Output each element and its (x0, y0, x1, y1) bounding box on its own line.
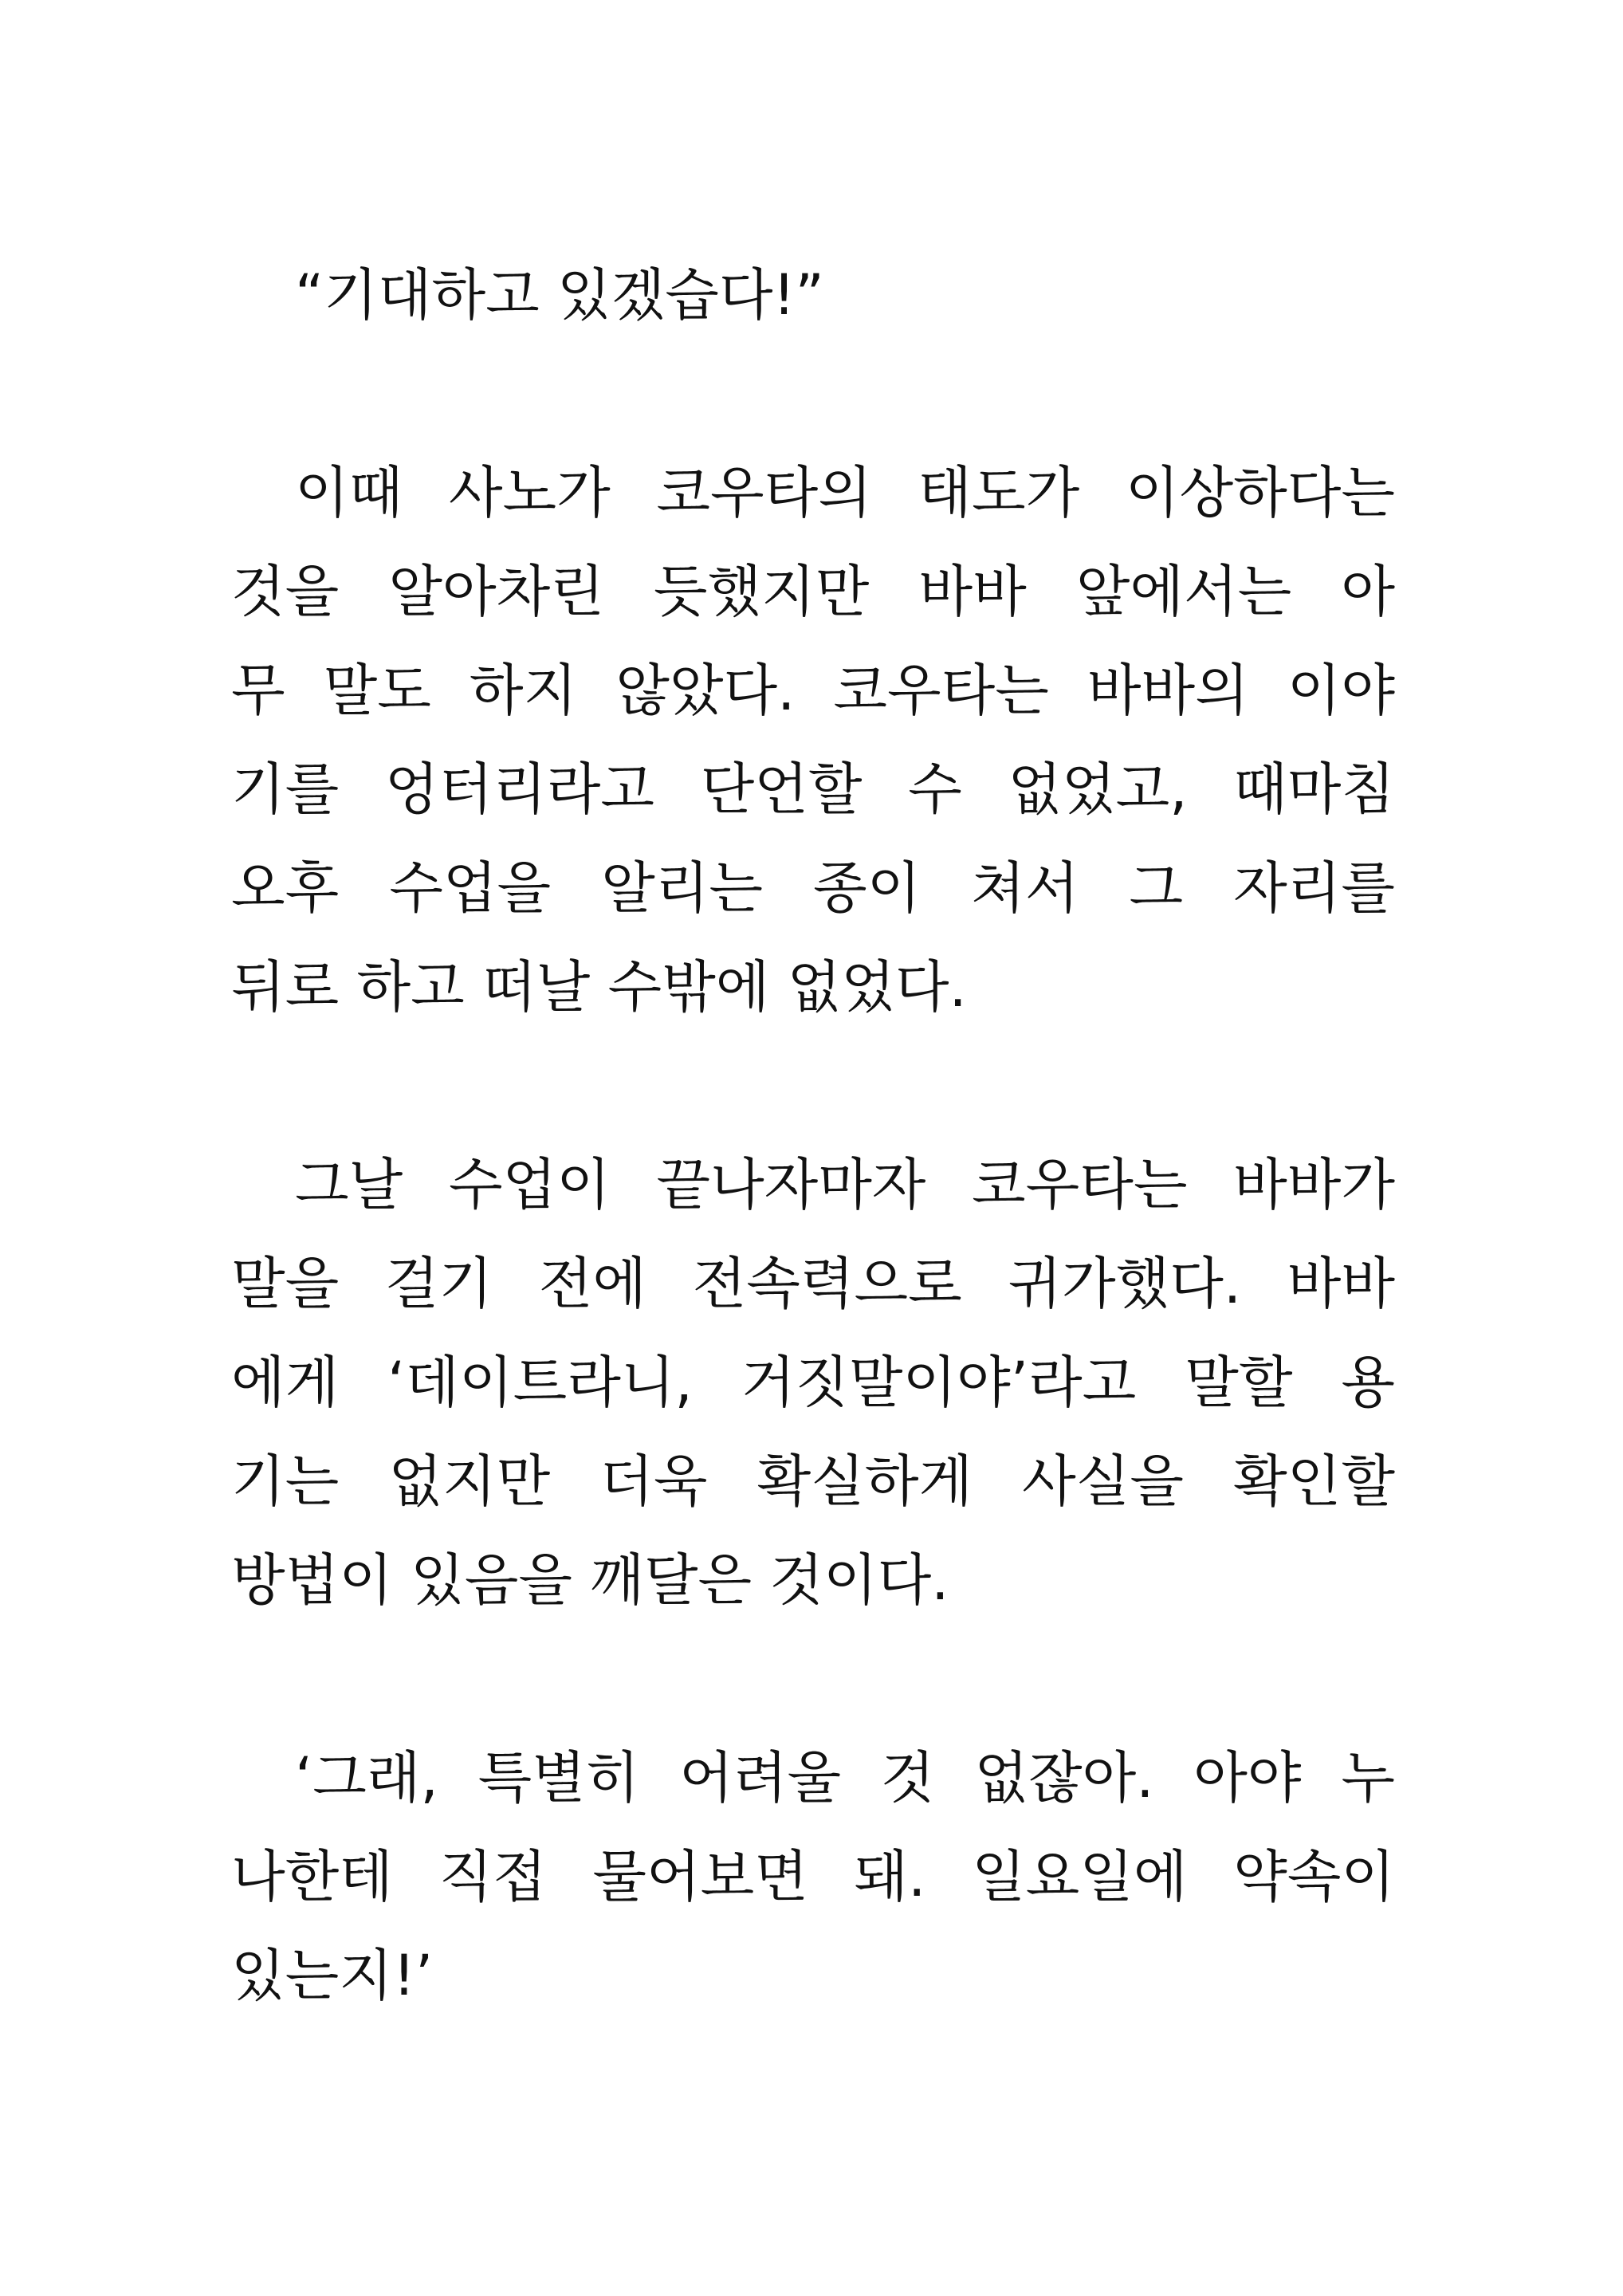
text-line: 그날 수업이 끝나자마자 코우타는 바바가 (295, 1152, 1395, 1217)
text-line: 방법이 있음을 깨달은 것이다. (231, 1547, 949, 1613)
text-line: 기를 엉터리라고 단언할 수 없었고, 때마침 (231, 757, 1395, 822)
paragraph-1 (231, 246, 1395, 344)
text-line: 기는 없지만 더욱 확실하게 사실을 확인할 (231, 1449, 1395, 1514)
text-line: 있는지!’ (231, 1943, 434, 2008)
paragraph-gap (231, 344, 1395, 443)
body-text (231, 246, 1395, 2025)
text-line: 뒤로 하고 떠날 수밖에 없었다. (231, 954, 967, 1020)
text-line: ‘그래, 특별히 어려울 것 없잖아. 아야 누 (295, 1745, 1395, 1810)
paragraph-3 (231, 1135, 1395, 1630)
text-line: 것을 알아차린 듯했지만 바바 앞에서는 아 (231, 559, 1395, 624)
paragraph-gap (231, 1036, 1395, 1135)
text-line: “기대하고 있겠습다!” (295, 262, 824, 328)
text-line: 이때 사노가 코우타의 태도가 이상하다는 (295, 460, 1395, 525)
text-line: 에게 ‘데이트라니, 거짓말이야’라고 말할 용 (231, 1350, 1395, 1415)
text-line: 말을 걸기 전에 전속력으로 귀가했다. 바바 (231, 1251, 1395, 1316)
text-line: 무 말도 하지 않았다. 코우타는 바바의 이야 (231, 658, 1395, 723)
paragraph-gap (231, 1630, 1395, 1728)
text-line: 오후 수업을 알리는 종이 쳐서 그 자리를 (231, 855, 1395, 921)
text-line: 나한테 직접 물어보면 돼. 일요일에 약속이 (231, 1844, 1395, 1909)
paragraph-4 (231, 1728, 1395, 2025)
paragraph-2 (231, 443, 1395, 1036)
